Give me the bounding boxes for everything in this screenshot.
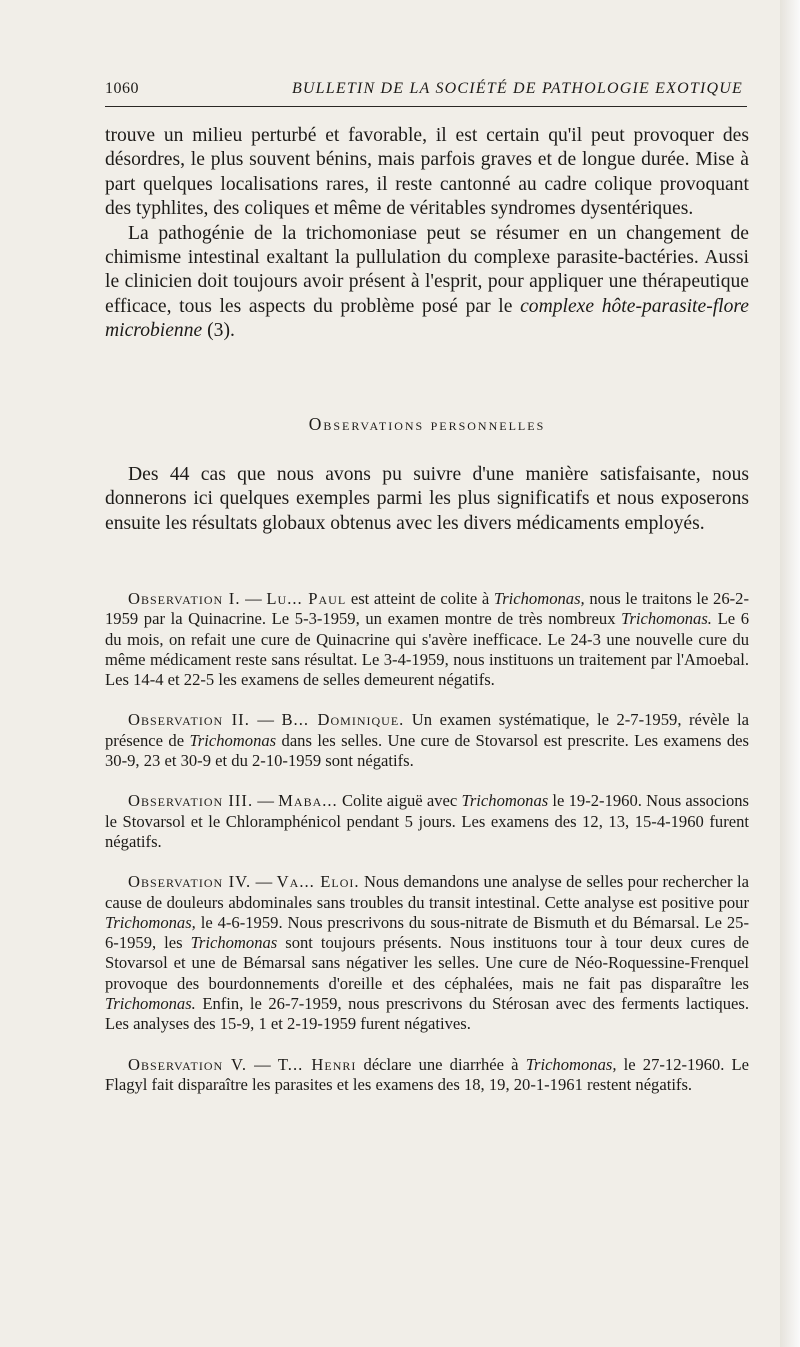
observation-text: Enfin, le 26-7-1959, nous prescrivons du Stérosan avec des ferments lactiques. Les analyses des 15-9, 1 et 2-19-1959 furent négatives. — [105, 994, 749, 1034]
observation-dash: — — [253, 791, 279, 811]
paragraph-2-end: (3). — [202, 320, 235, 342]
observation-dash: — — [247, 1054, 278, 1074]
observation-label: Observation II. — [128, 710, 250, 730]
observation-italic-term: Trichomonas. — [621, 609, 712, 629]
page-edge — [780, 0, 800, 1347]
paragraph-1: trouve un milieu perturbé et favorable, il est certain qu'il peut provoquer des désordres, le plus souvent bénins, mais parfois graves et de longue durée. Mise à part quelques localisations rares, il reste cantonné au cadre colique provoquant des typhlites, des coliques et même de véritables syndromes dysentériques. — [105, 125, 749, 220]
observation-dash: — — [251, 872, 277, 892]
intro-section — [105, 124, 749, 344]
observation-text: le 19-2-1960. Nous associons le Stovarsol et le Chloramphénicol pendant 5 jours. Les examens des 12, 13, 15-4-1960 furent négatifs. — [105, 791, 750, 851]
observation-text: déclare une diarrhée à — [356, 1054, 526, 1074]
observation-label: Observation V. — [128, 1054, 247, 1074]
observation-patient: Va... Eloi. — [276, 872, 360, 892]
cases-intro — [105, 463, 749, 536]
observations-list — [105, 589, 749, 1095]
observation-italic-term: Trichomonas — [189, 730, 277, 750]
observation-text: le 4-6-1959. Nous prescrivons du sous-nitrate de Bismuth et du Bémarsal. Le 25-6-1959, les — [105, 912, 749, 953]
observation-text: est atteint de colite à — [346, 589, 494, 608]
observation-dash: — — [240, 589, 267, 608]
observation-italic-term: Trichomonas — [190, 933, 278, 953]
observation-3 — [105, 791, 749, 852]
observation-2 — [105, 710, 749, 771]
observation-italic-term: Trichomonas, — [493, 589, 585, 608]
paragraph-2-italic: complexe hôte-parasite-flore microbienne — [105, 295, 749, 342]
observation-text: dans les selles. Une cure de Stovarsol est prescrite. Les examens des 30-9, 23 et 30-9 et du 2-10-1959 sont négatifs. — [105, 730, 749, 771]
observation-text: Le 6 du mois, on refait une cure de Quinacrine qui s'avère inefficace. Le 24-3 une nouvelle cure du même médicament reste sans résultat. Le 3-4-1959, nous instituons un traitement par l'Amoebal. Les 14-4 et 22-5 les examens de selles demeurent négatifs. — [105, 609, 749, 690]
observation-text: nous le traitons le 26-2-1959 par la Quinacrine. Le 5-3-1959, un examen montre de très nombreux — [105, 589, 749, 629]
observation-patient: Maba... — [278, 791, 338, 811]
observation-italic-term: Trichomonas, — [105, 912, 196, 932]
observation-1 — [105, 589, 749, 690]
observation-text: Un examen systématique, le 2-7-1959, révèle la présence de — [105, 710, 749, 750]
observation-italic-term: Trichomonas — [461, 791, 549, 811]
observation-text: le 27-12-1960. Le Flagyl fait disparaître les parasites et les examens des 18, 19, 20-1-1961 restent négatifs. — [105, 1054, 750, 1094]
section-title: Observations personnelles — [308, 414, 546, 434]
paragraph-3: Des 44 cas que nous avons pu suivre d'une manière satisfaisante, nous donnerons ici quelques exemples parmi les plus significatifs et nous exposerons ensuite les résultats globaux obtenus avec les divers médicaments employés. — [105, 464, 749, 534]
observation-patient: T... Henri — [277, 1054, 357, 1074]
page-number: 1060 — [105, 80, 139, 97]
observation-label: Observation III. — [128, 791, 254, 811]
paragraph-2 — [105, 222, 749, 344]
running-title: BULLETIN DE LA SOCIÉTÉ DE PATHOLOGIE EXOTIQUE — [291, 80, 743, 97]
observation-label: Observation IV. — [128, 872, 252, 892]
observation-text: Nous demandons une analyse de selles pour rechercher la cause de douleurs abdominales sans troubles du transit intestinal. Cette analyse est positive pour — [105, 872, 749, 912]
observation-italic-term: Trichomonas, — [525, 1054, 617, 1074]
observation-patient: Lu... Paul — [266, 589, 347, 608]
observation-5 — [105, 1055, 749, 1096]
observation-dash: — — [249, 710, 282, 730]
observation-italic-term: Trichomonas. — [105, 994, 196, 1014]
observation-4 — [105, 872, 749, 1034]
observation-text: Colite aiguë avec — [337, 791, 462, 811]
running-header — [105, 78, 747, 107]
observation-label: Observation I. — [128, 589, 241, 608]
observation-text: sont toujours présents. Nous instituons tour à tour deux cures de Stovarsol et une de Bémarsal sans négativer les selles. Une cure de Néo-Roquessine-Frenquel provoque des bourdonnements d'oreille et des céphalées, mais ne fait pas disparaître les — [105, 933, 750, 993]
paragraph-2-text: La pathogénie de la trichomoniase peut se résumer en un changement de chimisme intestinal exaltant la pullulation du complexe parasite-bactéries. Aussi le clinicien doit toujours avoir présent à l'esprit, pour appliquer une thérapeutique efficace, tous les aspects du problème posé par le — [105, 222, 749, 317]
observation-patient: B... Dominique. — [281, 710, 405, 730]
